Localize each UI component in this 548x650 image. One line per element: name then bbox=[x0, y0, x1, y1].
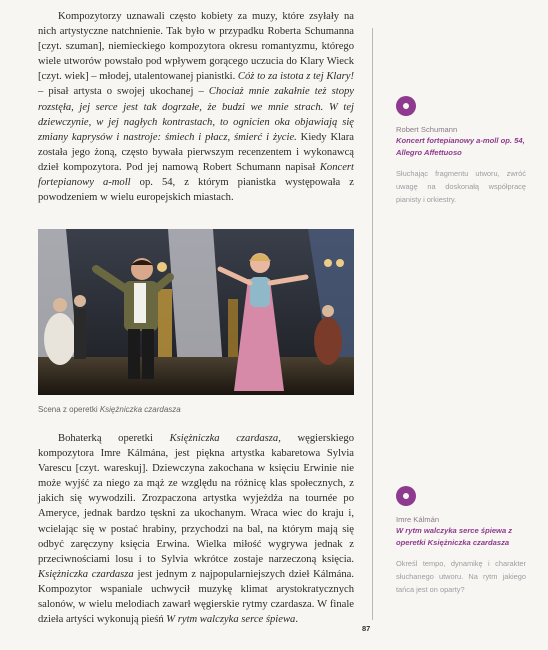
page-number: 87 bbox=[362, 624, 371, 633]
photo-caption bbox=[38, 405, 181, 414]
operetta-photo bbox=[38, 229, 354, 395]
paragraph-kalman bbox=[38, 431, 354, 627]
music-disc-icon[interactable] bbox=[396, 486, 416, 506]
sidebar-work-title: Koncert fortepianowy a-moll op. 54, Allegro Affettuoso bbox=[396, 136, 525, 157]
paragraph-text: Kompozytorzy uznawali często kobiety za muzy, które zsyłały na nich artystyczne natchnienie. Tak było w przypadku Roberta Schumanna [czyt. szuman], niemieckiego kompozytora okresu romantyzmu, którego wiele utworów powstało pod wpływem gorącego uczucia do Klary Wieck [czyt. wiek] – młodej, utalentowanej pianistki. bbox=[38, 11, 354, 83]
work-title: Księżniczka czardasza bbox=[169, 433, 279, 444]
caption-text: Scena z operetki bbox=[38, 405, 100, 414]
caption-title: Księżniczka czardasza bbox=[99, 405, 181, 414]
quote-text: Chociaż mnie zakałnie też stopy rozstęła, jej serce jest tak dogrzałe, że budzi we mnie strach. W tej dziewczynie, w jej nagłych kontrastach, to ognicien oka objawiają się zmiany kaprysów i nastroje: śmiech i płacz, śmierć i życie. bbox=[38, 86, 354, 143]
sidebar-listening-1 bbox=[396, 96, 526, 206]
paragraph-kalman-container bbox=[38, 431, 354, 627]
quote-text: Cóż to za istota z tej Klary! bbox=[237, 71, 354, 83]
paragraph-text: op. 54, z którym pianistka występowała z powodzeniem w wielu europejskich miastach. bbox=[38, 177, 354, 204]
paragraph-text: Bohaterką operetki bbox=[58, 433, 170, 444]
sidebar-author: Robert Schumann bbox=[396, 125, 458, 134]
main-text-column bbox=[38, 9, 354, 205]
work-title: W rytm walczyka serce śpiewa bbox=[166, 614, 296, 626]
sidebar-author: Imre Kálmán bbox=[396, 515, 440, 524]
sidebar-task: Określ tempo, dynamikę i charakter słuchanego utworu. Na rytm jakiego tańca jest on oparty? bbox=[396, 559, 526, 594]
sidebar-work-title: W rytm walczyka serce śpiewa z operetki Księżniczka czardasza bbox=[396, 526, 513, 547]
paragraph-text: Kiedy Klara została jego żoną, często bywała pierwszym recenzentem i wykonawcą dzieł kompozytora. Pod jej namową Robert Schumann napisał bbox=[38, 131, 354, 173]
work-title: Koncert fortepianowy a-moll bbox=[38, 161, 354, 189]
sidebar-listening-2 bbox=[396, 486, 526, 596]
paragraph-text: , węgierskiego kompozytora Imre Kálmána, jest piękna artystka kabaretowa Sylvia Varescu [czyt. wareskuj]. Dziewczyna zakochana w księciu Erwinie nie może wyjść za niego za mąż ze względu na różnicę klas społecznych, z jakich się wywodzili. Zrozpaczona artystka wyjeżdża na tournée po Ameryce, jednak bardzo tęskni za ukochanym. Wraca wiec do kraju i, wcielając się w postać hrabiny, przychodzi na bal, na którym mają się odbyć zaręczyny księcia Erwina. Wielka miłość wygrywa jednak z przeciwnościami losu i to Sylvia wkrótce zostaje narzeczoną księcia. bbox=[38, 433, 355, 565]
paragraph-text: . bbox=[295, 614, 298, 626]
paragraph-text: – pisał artysta o swojej ukochanej – bbox=[38, 86, 209, 98]
paragraph-schumann bbox=[38, 9, 354, 205]
music-disc-icon[interactable] bbox=[396, 96, 416, 116]
sidebar-task: Słuchając fragmentu utworu, zwróć uwagę na doskonałą współpracę pianisty i orkiestry. bbox=[396, 169, 526, 204]
work-title: Księżniczka czardasza bbox=[38, 568, 134, 580]
paragraph-text: jest jednym z najpopularniejszych dzieł Kálmána. Kompozytor wspaniale uchwycił muzykę klimat arystokratycznych salonów, w wielu melodiach zawarł węgierskie rytmy czardasza. W finale dzieła artyści wykonują pieśń bbox=[38, 568, 354, 626]
column-divider bbox=[372, 28, 373, 620]
